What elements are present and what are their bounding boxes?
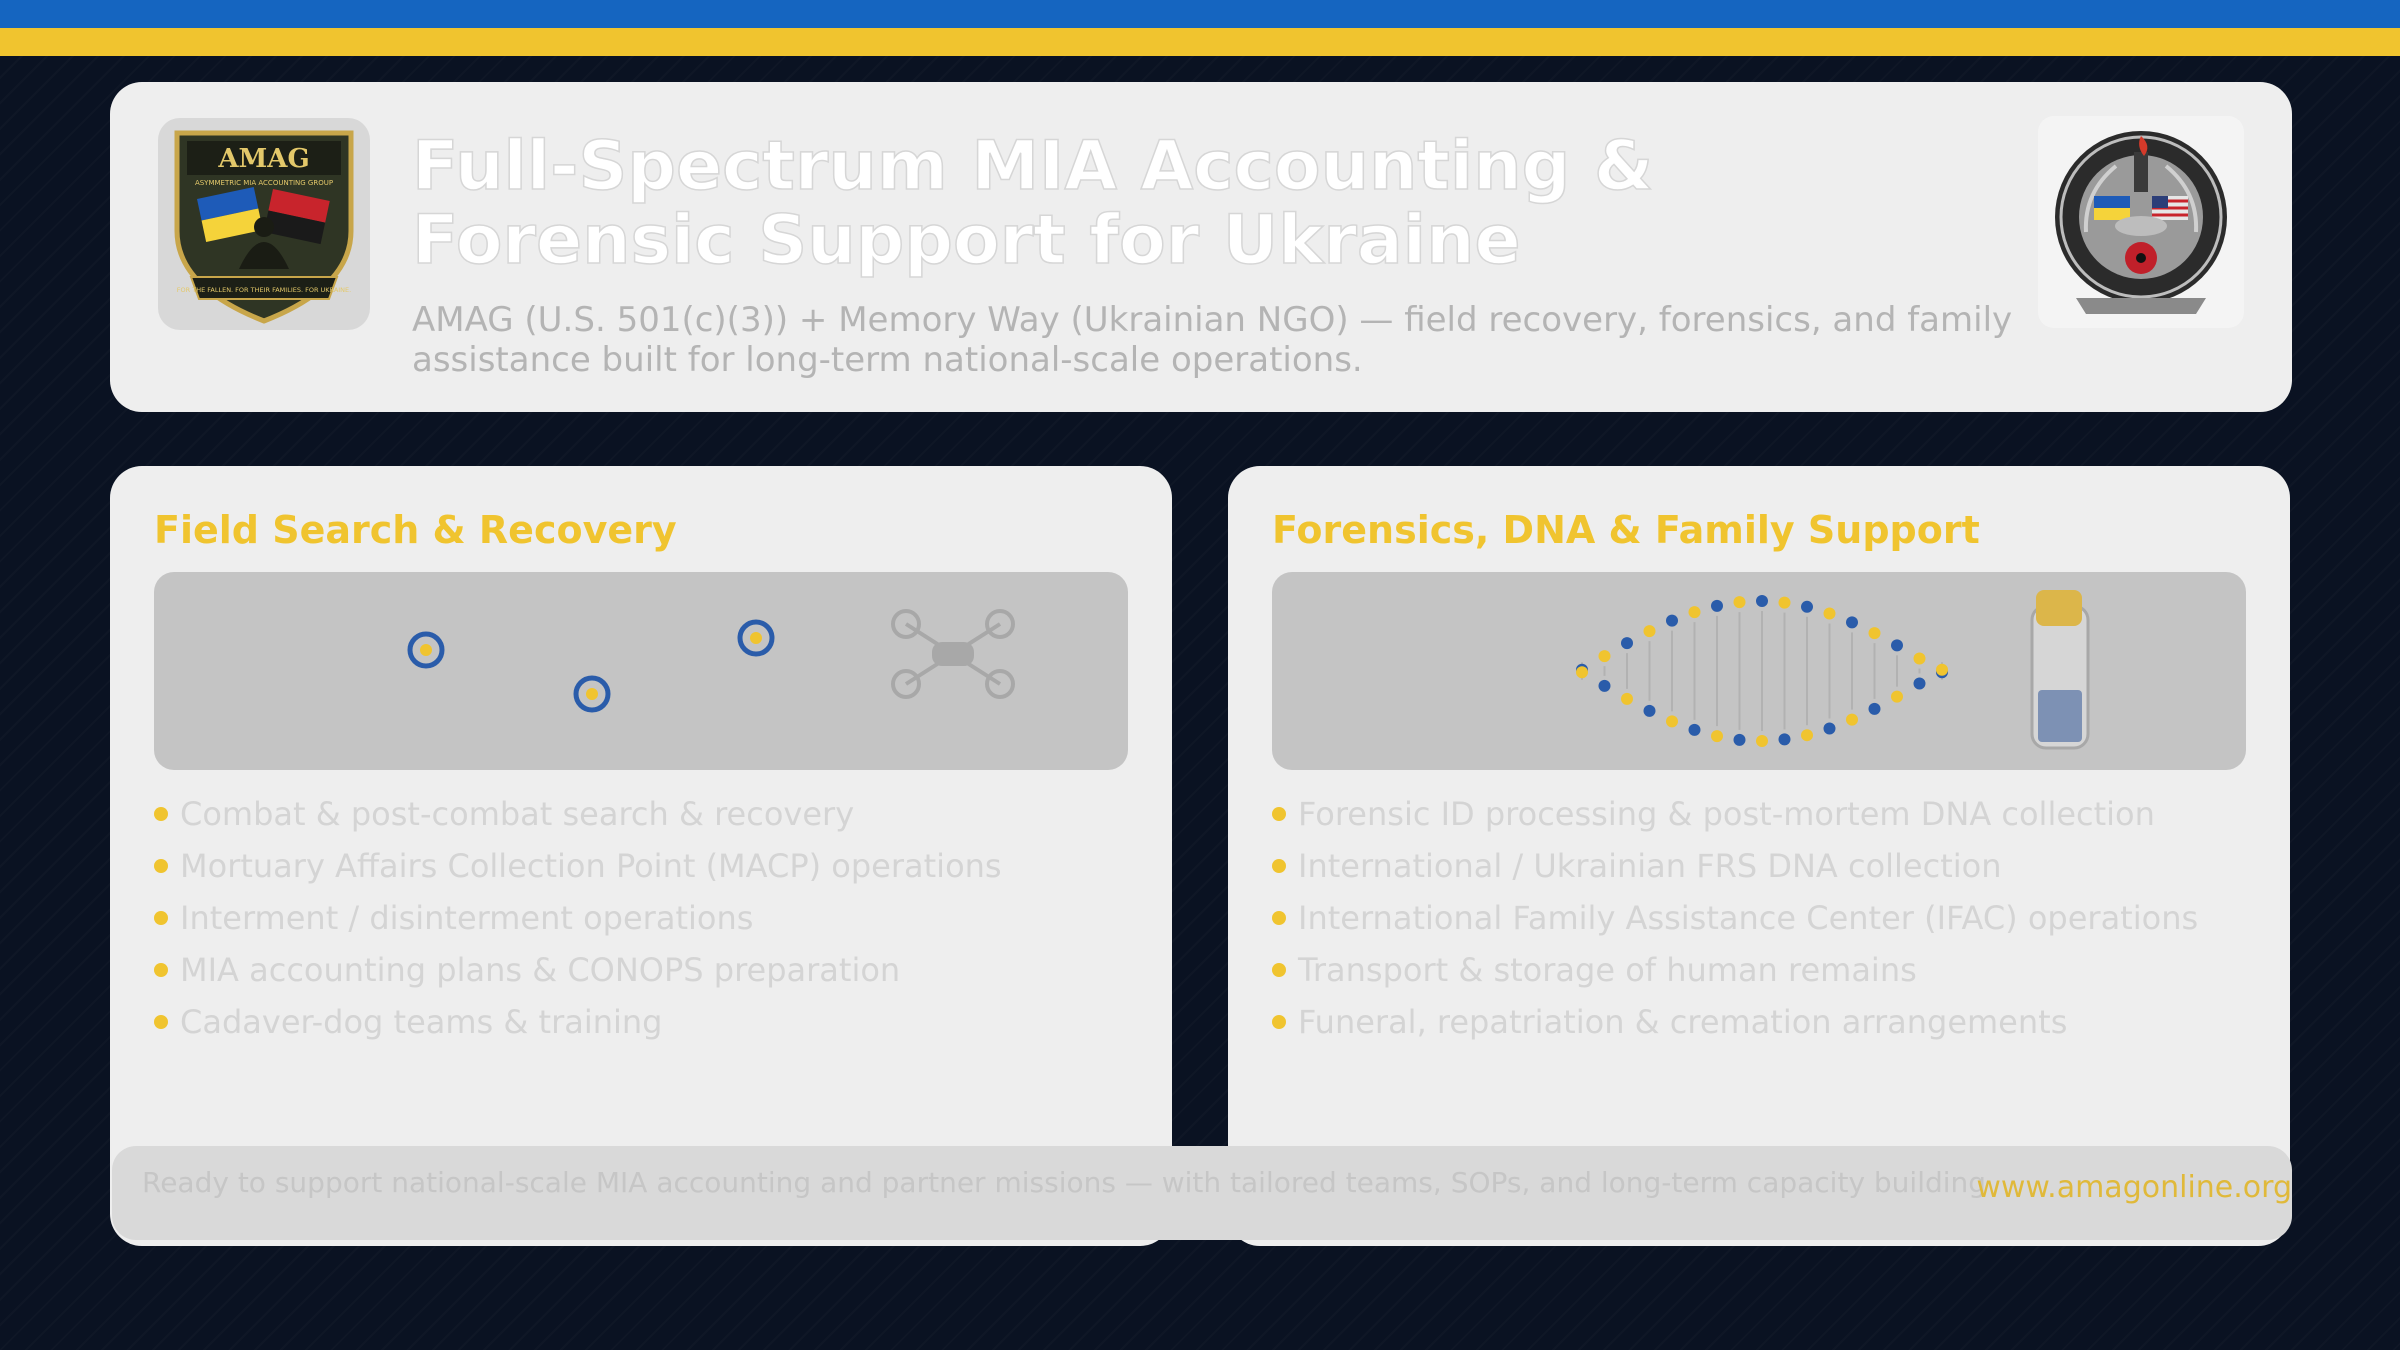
forensics-bullet-list	[1272, 788, 2198, 1048]
list-item: International Family Assistance Center (IFAC) operations	[1272, 892, 2198, 944]
list-item: Combat & post-combat search & recovery	[154, 788, 1002, 840]
bullet-dot-icon	[154, 963, 168, 977]
list-item: Interment / disinterment operations	[154, 892, 1002, 944]
amag-logo-motto: FOR THE FALLEN. FOR THEIR FAMILIES. FOR UKRAINE.	[176, 286, 352, 294]
bullet-dot-icon	[154, 859, 168, 873]
memory-way-seal-icon	[2046, 122, 2236, 322]
list-item: International / Ukrainian FRS DNA collection	[1272, 840, 2198, 892]
bullet-dot-icon	[1272, 1015, 1286, 1029]
bullet-dot-icon	[154, 1015, 168, 1029]
footer-banner	[112, 1146, 2292, 1240]
field-search-bullet-list	[154, 788, 1002, 1048]
panel-title-field-search: Field Search & Recovery	[154, 508, 677, 552]
list-item: MIA accounting plans & CONOPS preparation	[154, 944, 1002, 996]
bullet-dot-icon	[1272, 963, 1286, 977]
footer-message: Ready to support national-scale MIA accounting and partner missions — with tailored teams, SOPs, and long-term capacity building	[142, 1166, 1987, 1199]
amag-logo-name: AMAG	[218, 144, 310, 174]
page-title-line-1: Full-Spectrum MIA Accounting &	[412, 127, 1654, 206]
page-title	[412, 127, 1912, 280]
flag-stripe-yellow	[0, 28, 2400, 56]
bullet-dot-icon	[1272, 911, 1286, 925]
list-item: Mortuary Affairs Collection Point (MACP) operations	[154, 840, 1002, 892]
website-link[interactable]: www.amagonline.org	[1976, 1170, 2292, 1205]
page-title-line-2: Forensic Support for Ukraine	[412, 201, 1521, 280]
list-item: Forensic ID processing & post-mortem DNA collection	[1272, 788, 2198, 840]
panel-field-search-recovery	[110, 466, 1172, 1246]
list-item: Cadaver-dog teams & training	[154, 996, 1002, 1048]
amag-shield-icon	[169, 119, 359, 329]
flag-stripe-blue	[0, 0, 2400, 28]
panel-title-forensics: Forensics, DNA & Family Support	[1272, 508, 1980, 552]
location-marker-icon	[410, 634, 442, 666]
page-subtitle: AMAG (U.S. 501(c)(3)) + Memory Way (Ukrainian NGO) — field recovery, forensics, and family assistance built for long-term national-scale operations.	[412, 300, 2013, 380]
amag-logo-tagline: ASYMMETRIC MIA ACCOUNTING GROUP	[194, 179, 334, 187]
forensics-illustration	[1272, 572, 2246, 770]
drone-icon	[893, 611, 1013, 697]
bullet-dot-icon	[154, 911, 168, 925]
bullet-dot-icon	[154, 807, 168, 821]
location-marker-icon	[740, 622, 772, 654]
bullet-dot-icon	[1272, 807, 1286, 821]
panel-forensics-dna-family	[1228, 466, 2290, 1246]
list-item: Transport & storage of human remains	[1272, 944, 2198, 996]
bullet-dot-icon	[1272, 859, 1286, 873]
list-item: Funeral, repatriation & cremation arrangements	[1272, 996, 2198, 1048]
sample-vial-icon	[2032, 590, 2088, 748]
location-marker-icon	[576, 678, 608, 710]
amag-logo	[158, 118, 370, 330]
field-search-illustration	[154, 572, 1128, 770]
memory-way-logo	[2038, 116, 2244, 328]
header-card	[110, 82, 2292, 412]
dna-helix-icon	[1576, 595, 1948, 747]
